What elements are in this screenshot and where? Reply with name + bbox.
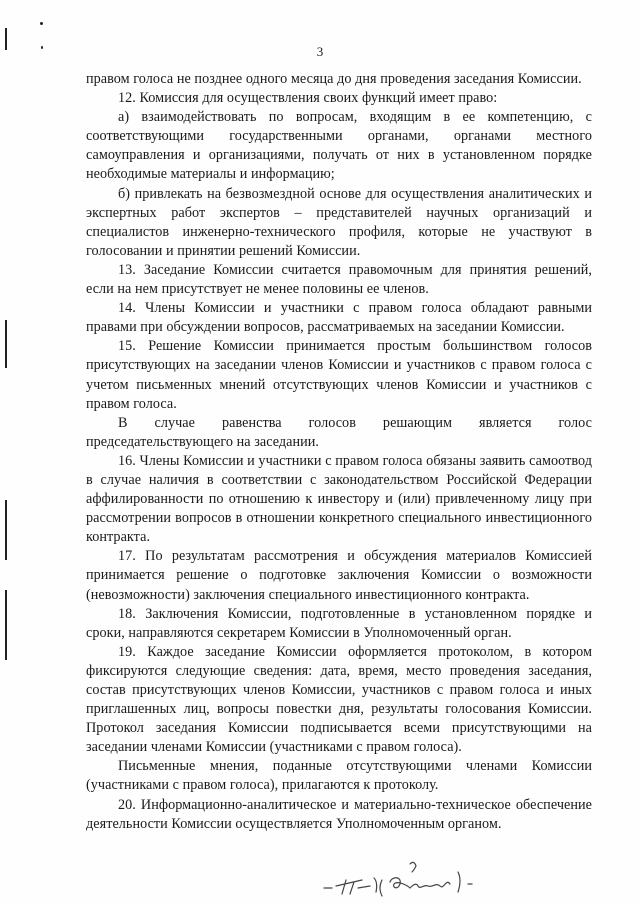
paragraph: а) взаимодействовать по вопросам, входящим в ее компетенцию, с соответствующими государственными органами, органами местного самоуправления и организациями, получать от них в установленном порядке необходимые материалы и информацию; <box>86 109 592 183</box>
page-number: 3 <box>316 44 324 59</box>
paragraph: 20. Информационно-аналитическое и материально-техническое обеспечение деятельности Комиссии осуществляется Уполномоченным органом. <box>86 796 592 832</box>
handwritten-signature <box>318 858 528 902</box>
paragraph: В случае равенства голосов решающим является голос председательствующего на заседании. <box>86 414 592 450</box>
paragraph: 12. Комиссия для осуществления своих функций имеет право: <box>118 90 498 107</box>
document-body <box>86 70 592 834</box>
paragraph: 14. Члены Комиссии и участники с правом голоса обладают равными правами при обсуждении вопросов, рассматриваемых на заседании Комиссии. <box>86 300 592 336</box>
scan-mark <box>5 590 7 660</box>
paragraph: 18. Заключения Комиссии, подготовленные в установленном порядке и сроки, направляются секретарем Комиссии в Уполномоченный орган. <box>86 605 592 641</box>
paragraph: 16. Члены Комиссии и участники с правом голоса обязаны заявить самоотвод в случае наличия в соответствии с законодательством Российской Федерации аффилированности по отношению к инвестору и (или) привлеченному лицу при рассмотрении вопросов в отношении конкретного специального инвестиционного контракта. <box>86 452 592 546</box>
scan-mark <box>5 500 7 560</box>
scan-mark <box>40 22 43 25</box>
paragraph: 13. Заседание Комиссии считается правомочным для принятия решений, если на нем присутствует не менее половины ее членов. <box>86 261 592 298</box>
paragraph: правом голоса не позднее одного месяца до дня проведения заседания Комиссии. <box>86 71 582 87</box>
paragraph: Письменные мнения, поданные отсутствующими членами Комиссии (участниками с правом голоса), прилагаются к протоколу. <box>86 758 592 794</box>
paragraph: 17. По результатам рассмотрения и обсуждения материалов Комиссией принимается решение о подготовке заключения Комиссии о возможности (невозможности) заключения специального инвестиционного контракта. <box>86 548 592 603</box>
scan-mark <box>5 320 7 368</box>
paragraph: б) привлекать на безвозмездной основе для осуществления аналитических и экспертных работ экспертов – представителей научных организаций и специалистов инженерно-технического профиля, которые не участвуют в голосовании и принятии решений Комиссии. <box>86 185 592 259</box>
paragraph: 15. Решение Комиссии принимается простым большинством голосов присутствующих на заседании членов Комиссии и участников с правом голоса с учетом письменных мнений отсутствующих членов Комиссии и участников с правом голоса. <box>86 338 592 412</box>
paragraph: 19. Каждое заседание Комиссии оформляется протоколом, в котором фиксируются следующие сведения: дата, время, место проведения заседания, состав присутствующих членов Комиссии, участников с правом голоса и иных приглашенных лиц, вопросы повестки дня, результаты голосования Комиссии. Протокол заседания Комиссии подписывается всеми присутствующими на заседании членами Комиссии (участниками с правом голоса). <box>86 643 592 756</box>
